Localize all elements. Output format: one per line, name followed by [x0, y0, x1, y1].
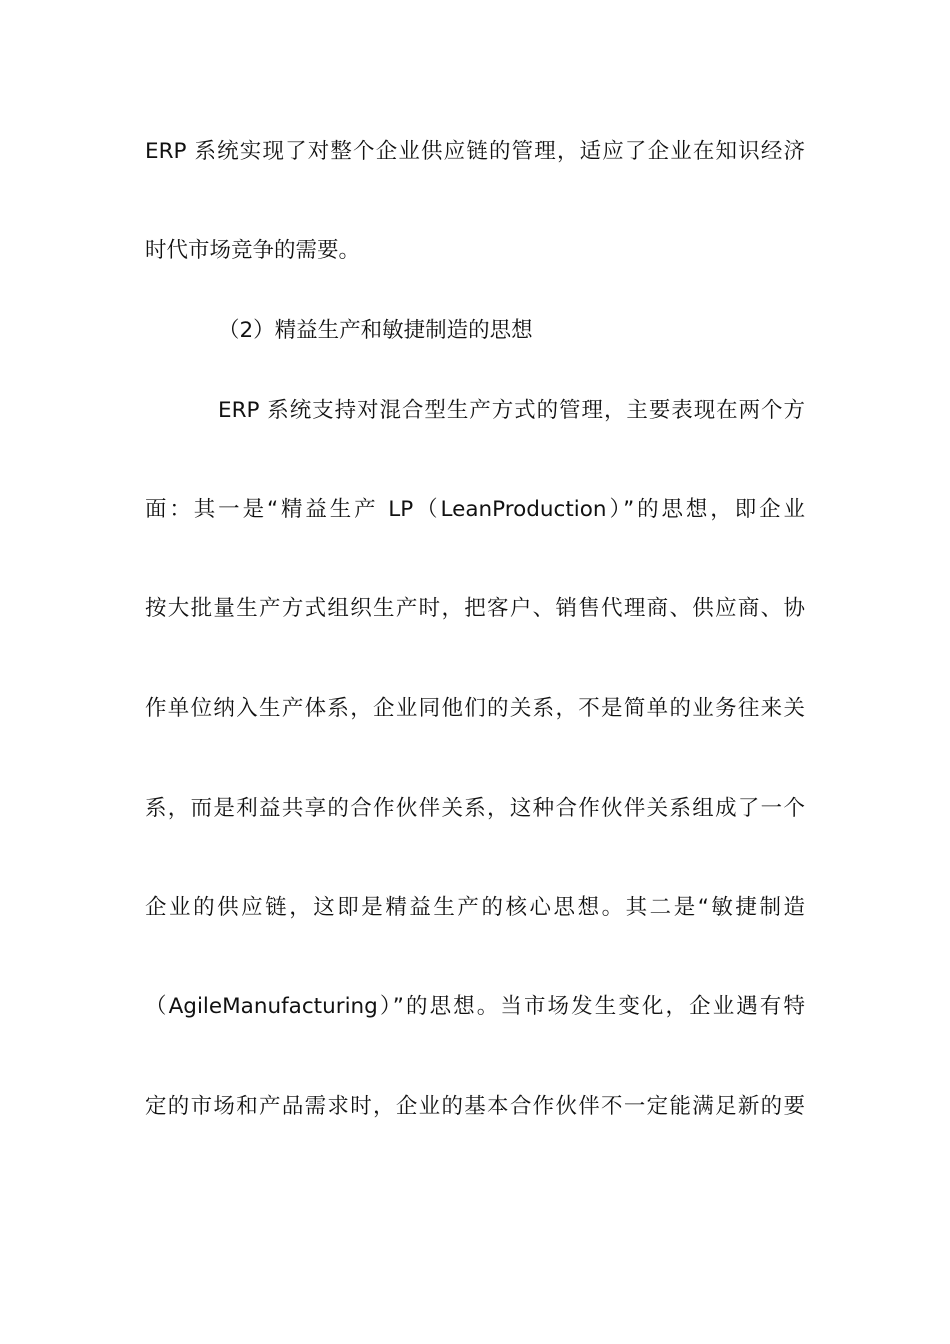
paragraph-line: 作单位纳入生产体系，企业同他们的关系，不是简单的业务往来关 [145, 696, 805, 721]
paragraph-line: ERP 系统支持对混合型生产方式的管理，主要表现在两个方 [218, 398, 805, 423]
paragraph-line: 时代市场竞争的需要。 [145, 238, 361, 263]
paragraph-line: 企业的供应链，这即是精益生产的核心思想。其二是“敏捷制造 [145, 895, 805, 920]
paragraph-line: 面：其一是“精益生产 LP（LeanProduction）”的思想，即企业 [145, 497, 805, 522]
paragraph-line: 定的市场和产品需求时，企业的基本合作伙伴不一定能满足新的要 [145, 1094, 805, 1119]
section-heading: （2）精益生产和敏捷制造的思想 [218, 318, 533, 343]
paragraph-line: 系，而是利益共享的合作伙伴关系，这种合作伙伴关系组成了一个 [145, 796, 805, 821]
paragraph-line: （AgileManufacturing）”的思想。当市场发生变化，企业遇有特 [145, 994, 805, 1019]
paragraph-line: ERP 系统实现了对整个企业供应链的管理，适应了企业在知识经济 [145, 139, 805, 164]
paragraph-line: 按大批量生产方式组织生产时，把客户、销售代理商、供应商、协 [145, 596, 805, 621]
